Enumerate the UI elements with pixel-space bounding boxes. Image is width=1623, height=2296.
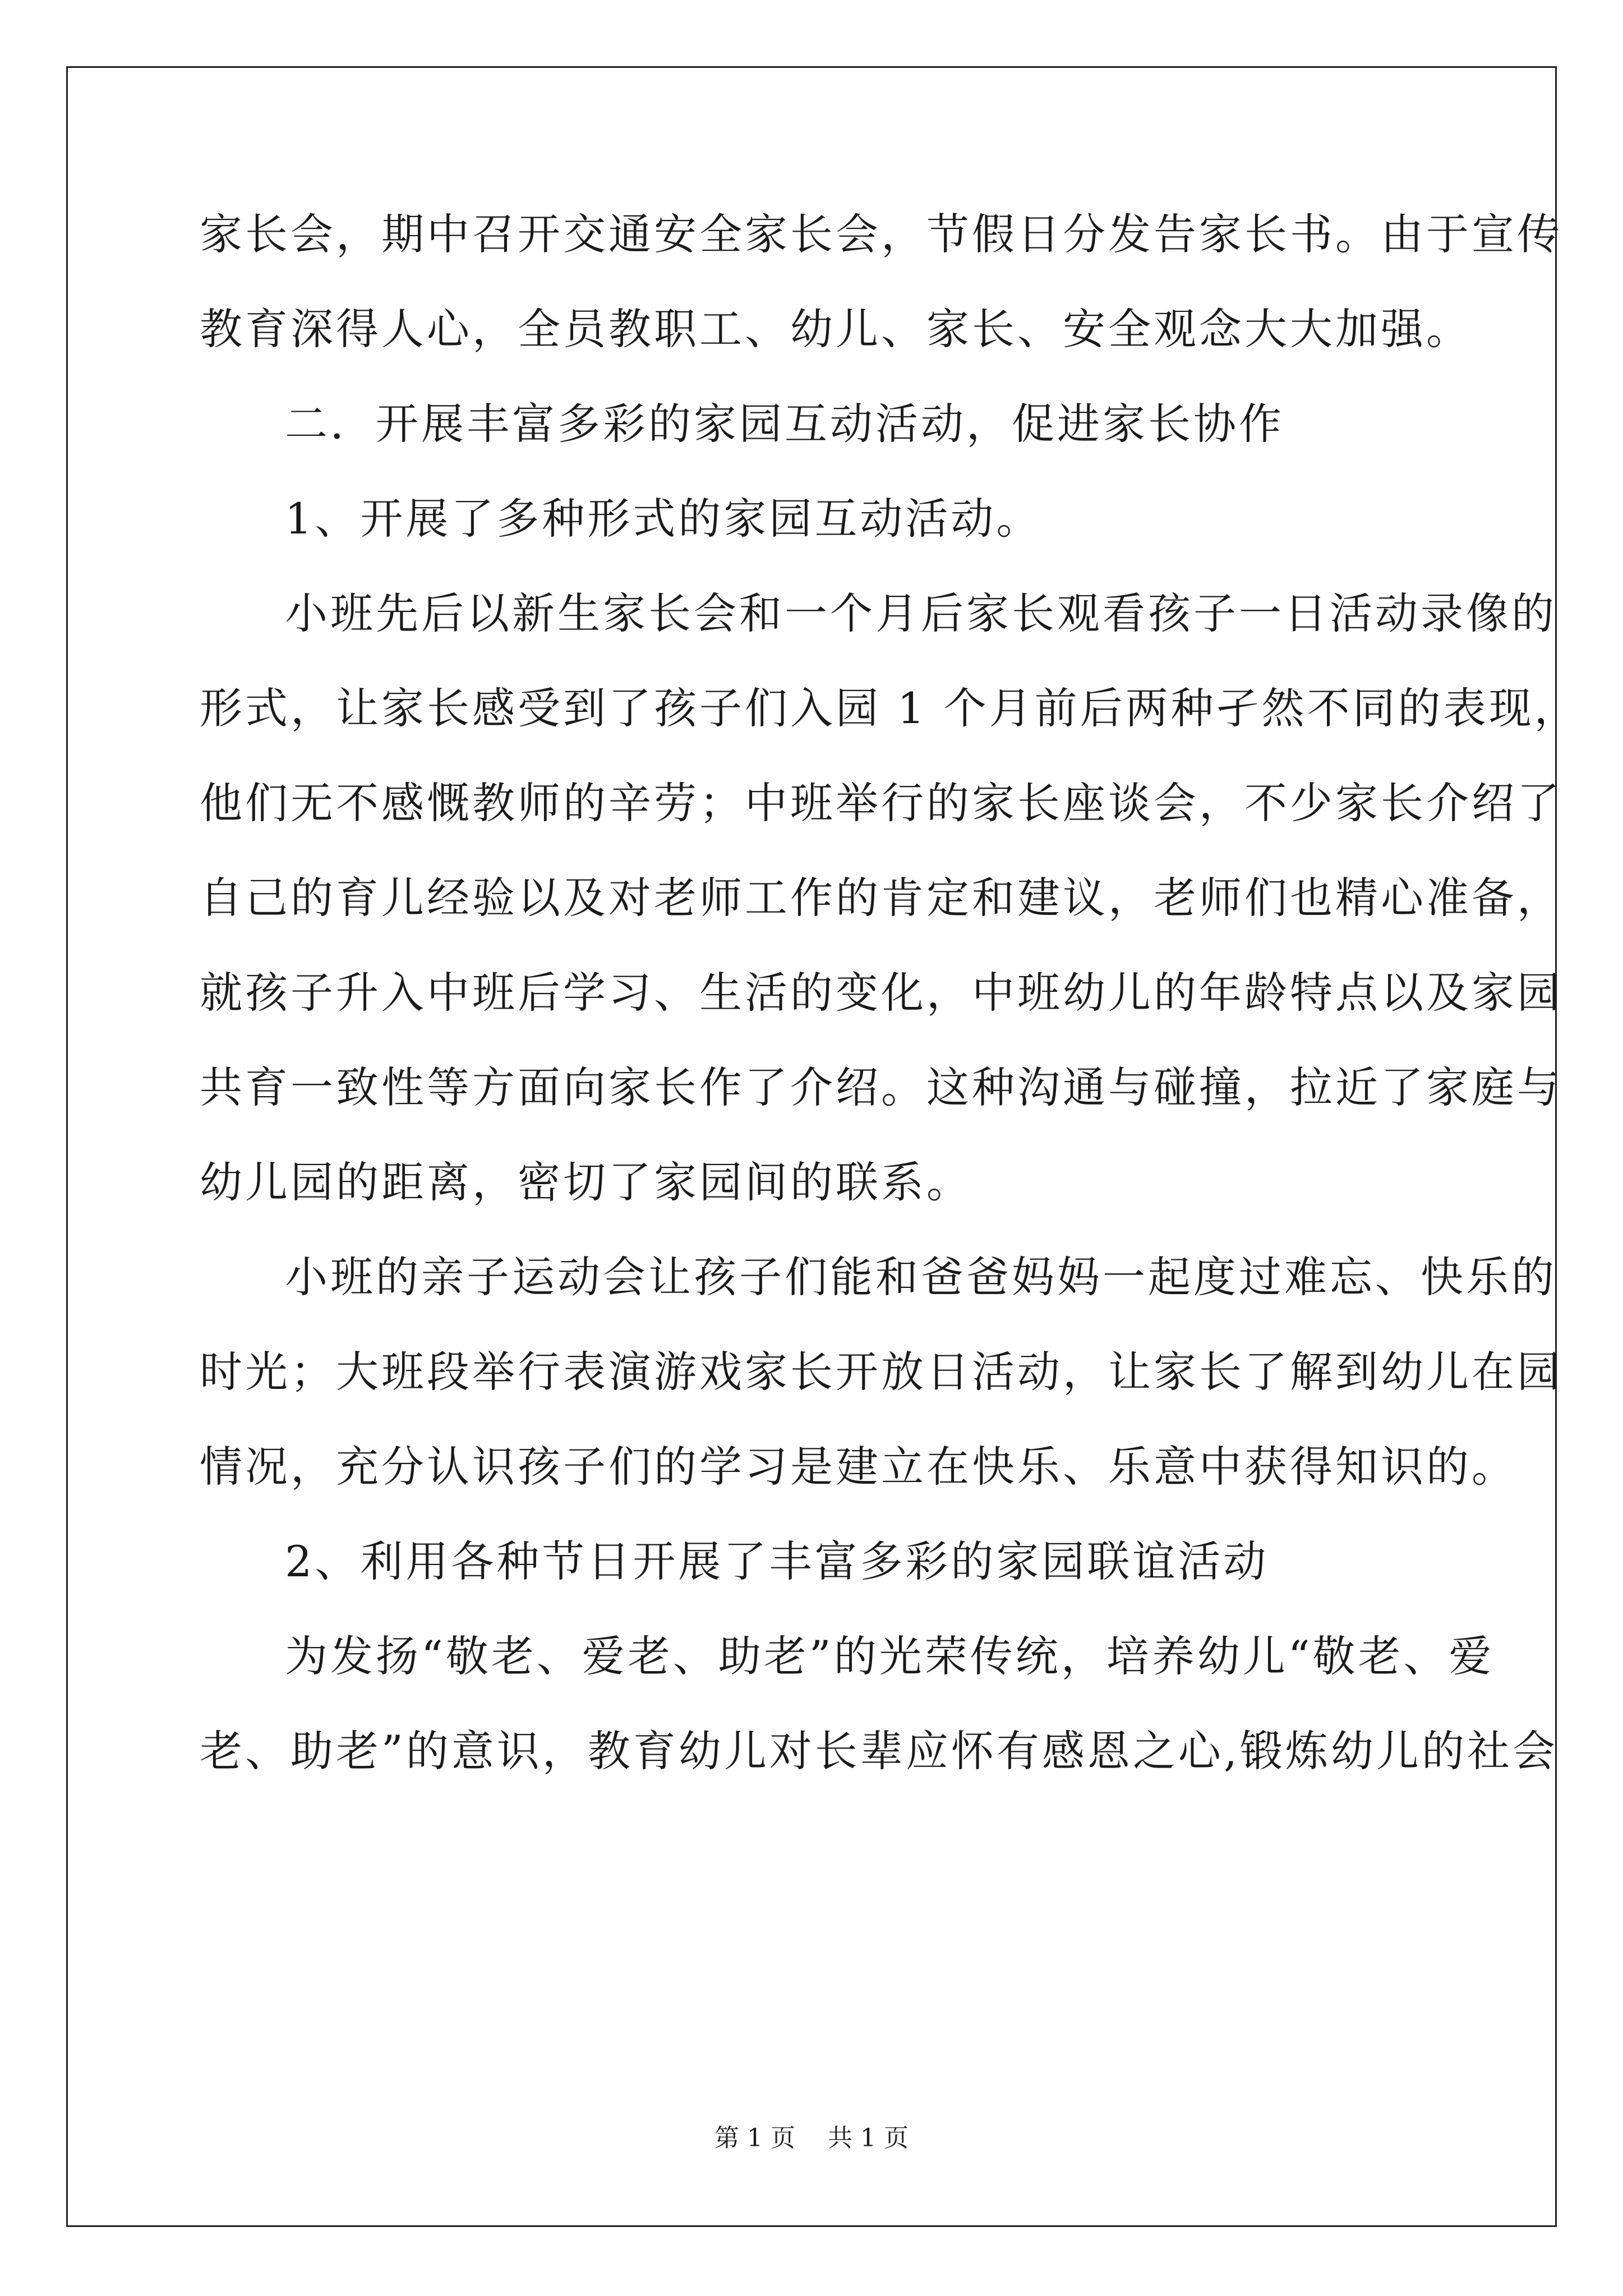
text-line: 老、助老”的意识，教育幼儿对长辈应怀有感恩之心,锻炼幼儿的社会 <box>200 1726 1559 1776</box>
text-line: 教育深得人心，全员教职工、幼儿、家长、安全观念大大加强。 <box>200 304 1472 354</box>
document-body <box>200 209 1580 1825</box>
text-line: 共育一致性等方面向家长作了介绍。这种沟通与碰撞，拉近了家庭与 <box>200 1062 1562 1112</box>
text-line: 形式，让家长感受到了孩子们入园 1 个月前后两种孑然不同的表现， <box>200 683 1580 733</box>
text-line: 为发扬“敬老、爱老、助老”的光荣传统，培养幼儿“敬老、爱 <box>285 1631 1495 1681</box>
text-line: 就孩子升入中班后学习、生活的变化，中班幼儿的年龄特点以及家园 <box>200 968 1562 1018</box>
text-line: 情况，充分认识孩子们的学习是建立在快乐、乐意中获得知识的。 <box>200 1442 1517 1492</box>
text-line: 小班先后以新生家长会和一个月后家长观看孩子一日活动录像的 <box>285 588 1557 638</box>
text-line: 家长会，期中召开交通安全家长会，节假日分发告家长书。由于宣传 <box>200 209 1562 259</box>
subsection-heading: 1、开展了多种形式的家园互动活动。 <box>285 494 1042 544</box>
text-line: 自己的育儿经验以及对老师工作的肯定和建议，老师们也精心准备， <box>200 873 1562 923</box>
text-line: 时光；大班段举行表演游戏家长开放日活动，让家长了解到幼儿在园 <box>200 1347 1562 1397</box>
subsection-heading: 2、利用各种节日开展了丰富多彩的家园联谊活动 <box>285 1536 1269 1586</box>
text-line: 小班的亲子运动会让孩子们能和爸爸妈妈一起度过难忘、快乐的 <box>285 1252 1557 1302</box>
text-line: 他们无不感慨教师的辛劳；中班举行的家长座谈会，不少家长介绍了 <box>200 778 1562 828</box>
text-line: 幼儿园的距离，密切了家园间的联系。 <box>200 1157 972 1207</box>
section-heading: 二．开展丰富多彩的家园互动活动，促进家长协作 <box>285 399 1284 449</box>
page-footer: 第 1 页 共 1 页 <box>714 2124 909 2152</box>
